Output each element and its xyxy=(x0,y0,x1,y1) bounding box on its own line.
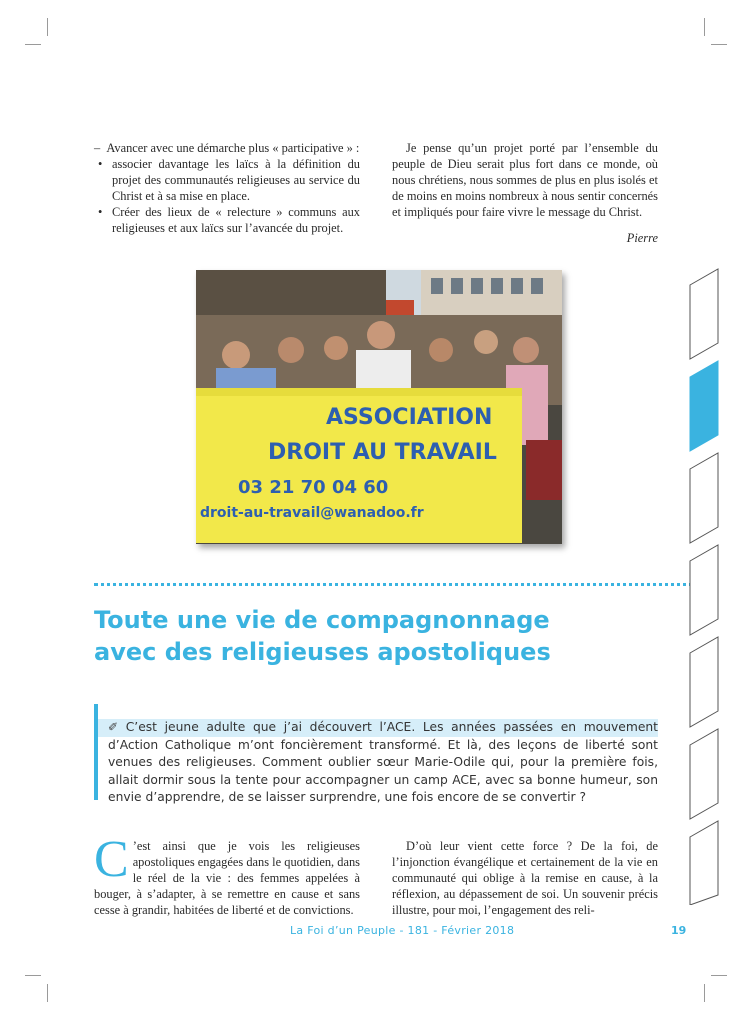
crop-mark xyxy=(47,18,48,36)
crop-mark xyxy=(711,975,727,976)
section-tabs xyxy=(685,265,725,910)
article-title: Toute une vie de compagnonnage avec des religieuses apostoliques xyxy=(94,606,551,666)
crop-mark xyxy=(711,44,727,45)
tab-shapes xyxy=(685,265,725,905)
left-column-top xyxy=(94,140,360,236)
banner-email: droit-au-travail@wanadoo.fr xyxy=(200,505,424,521)
crop-mark xyxy=(704,984,705,1002)
right-column-top xyxy=(392,140,658,246)
dash-item: – Avancer avec une démarche plus « participative » : xyxy=(94,141,360,155)
banner-line-1: ASSOCIATION xyxy=(326,405,493,430)
body-right-column xyxy=(392,838,658,918)
crop-mark xyxy=(25,44,41,45)
intro-paragraph: ✐ C’est jeune adulte que j’ai découvert l’ACE. Les années passées en mouvement d’Action Catholique m’ont foncièrement transformé. Et là, des leçons de liberté sont venues des religieuses. Comment oublier sœur Marie-Odile qui, pour la première fois, allait dormir sous la tente pour accompagner un camp ACE, avec sa bonne humeur, son envie d’apprendre, de se laisser surprendre, une fois encore de se convertir ? xyxy=(108,720,658,804)
bullet-item: • Créer des lieux de « relecture » communs aux religieuses et aux laïcs sur l’avancée du projet. xyxy=(112,204,360,236)
paragraph: Je pense qu’un projet porté par l’ensemble du peuple de Dieu serait plus fort dans ce monde, où nous chrétiens, nous sommes de plus en plus isolés et de moins en moins nombreux à nous sentir concernés et impliqués pour faire vivre le message du Christ. xyxy=(392,141,658,219)
banner-line-2: DROIT AU TRAVAIL xyxy=(268,440,497,465)
dotted-divider xyxy=(94,583,706,586)
page-number: 19 xyxy=(671,924,687,937)
bullet-list xyxy=(94,156,360,236)
banner-phone: 03 21 70 04 60 xyxy=(238,477,389,498)
crop-mark xyxy=(704,18,705,36)
crop-mark xyxy=(47,984,48,1002)
body-left-column: C ’est ainsi que je vois les religieuses apostoliques engagées dans le quotidien, dans le réel de la vie : des femmes appelées à bouger, à s’adapter, à se remettre en cause et sans cesse à grandir, habitées de liberté et de convictions. xyxy=(94,831,360,917)
pen-icon: ✐ xyxy=(108,720,119,734)
drop-cap: C xyxy=(94,831,129,888)
crop-mark xyxy=(25,975,41,976)
publication-footer: La Foi d’un Peuple - 181 - Février 2018 xyxy=(290,924,515,937)
protest-photo xyxy=(196,270,562,544)
bullet-item: • associer davantage les laïcs à la définition du projet des communautés religieuses au service du Christ et à sa mise en place. xyxy=(112,156,360,204)
paragraph: D’où leur vient cette force ? De la foi, de l’injonction évangélique et certainement de la vie en communauté qui oblige à la remise en cause, à la réflexion, au dépassement de soi. Un souvenir précis illustre, pour moi, l’engagement des reli- xyxy=(392,839,658,917)
signature: Pierre xyxy=(626,231,658,245)
